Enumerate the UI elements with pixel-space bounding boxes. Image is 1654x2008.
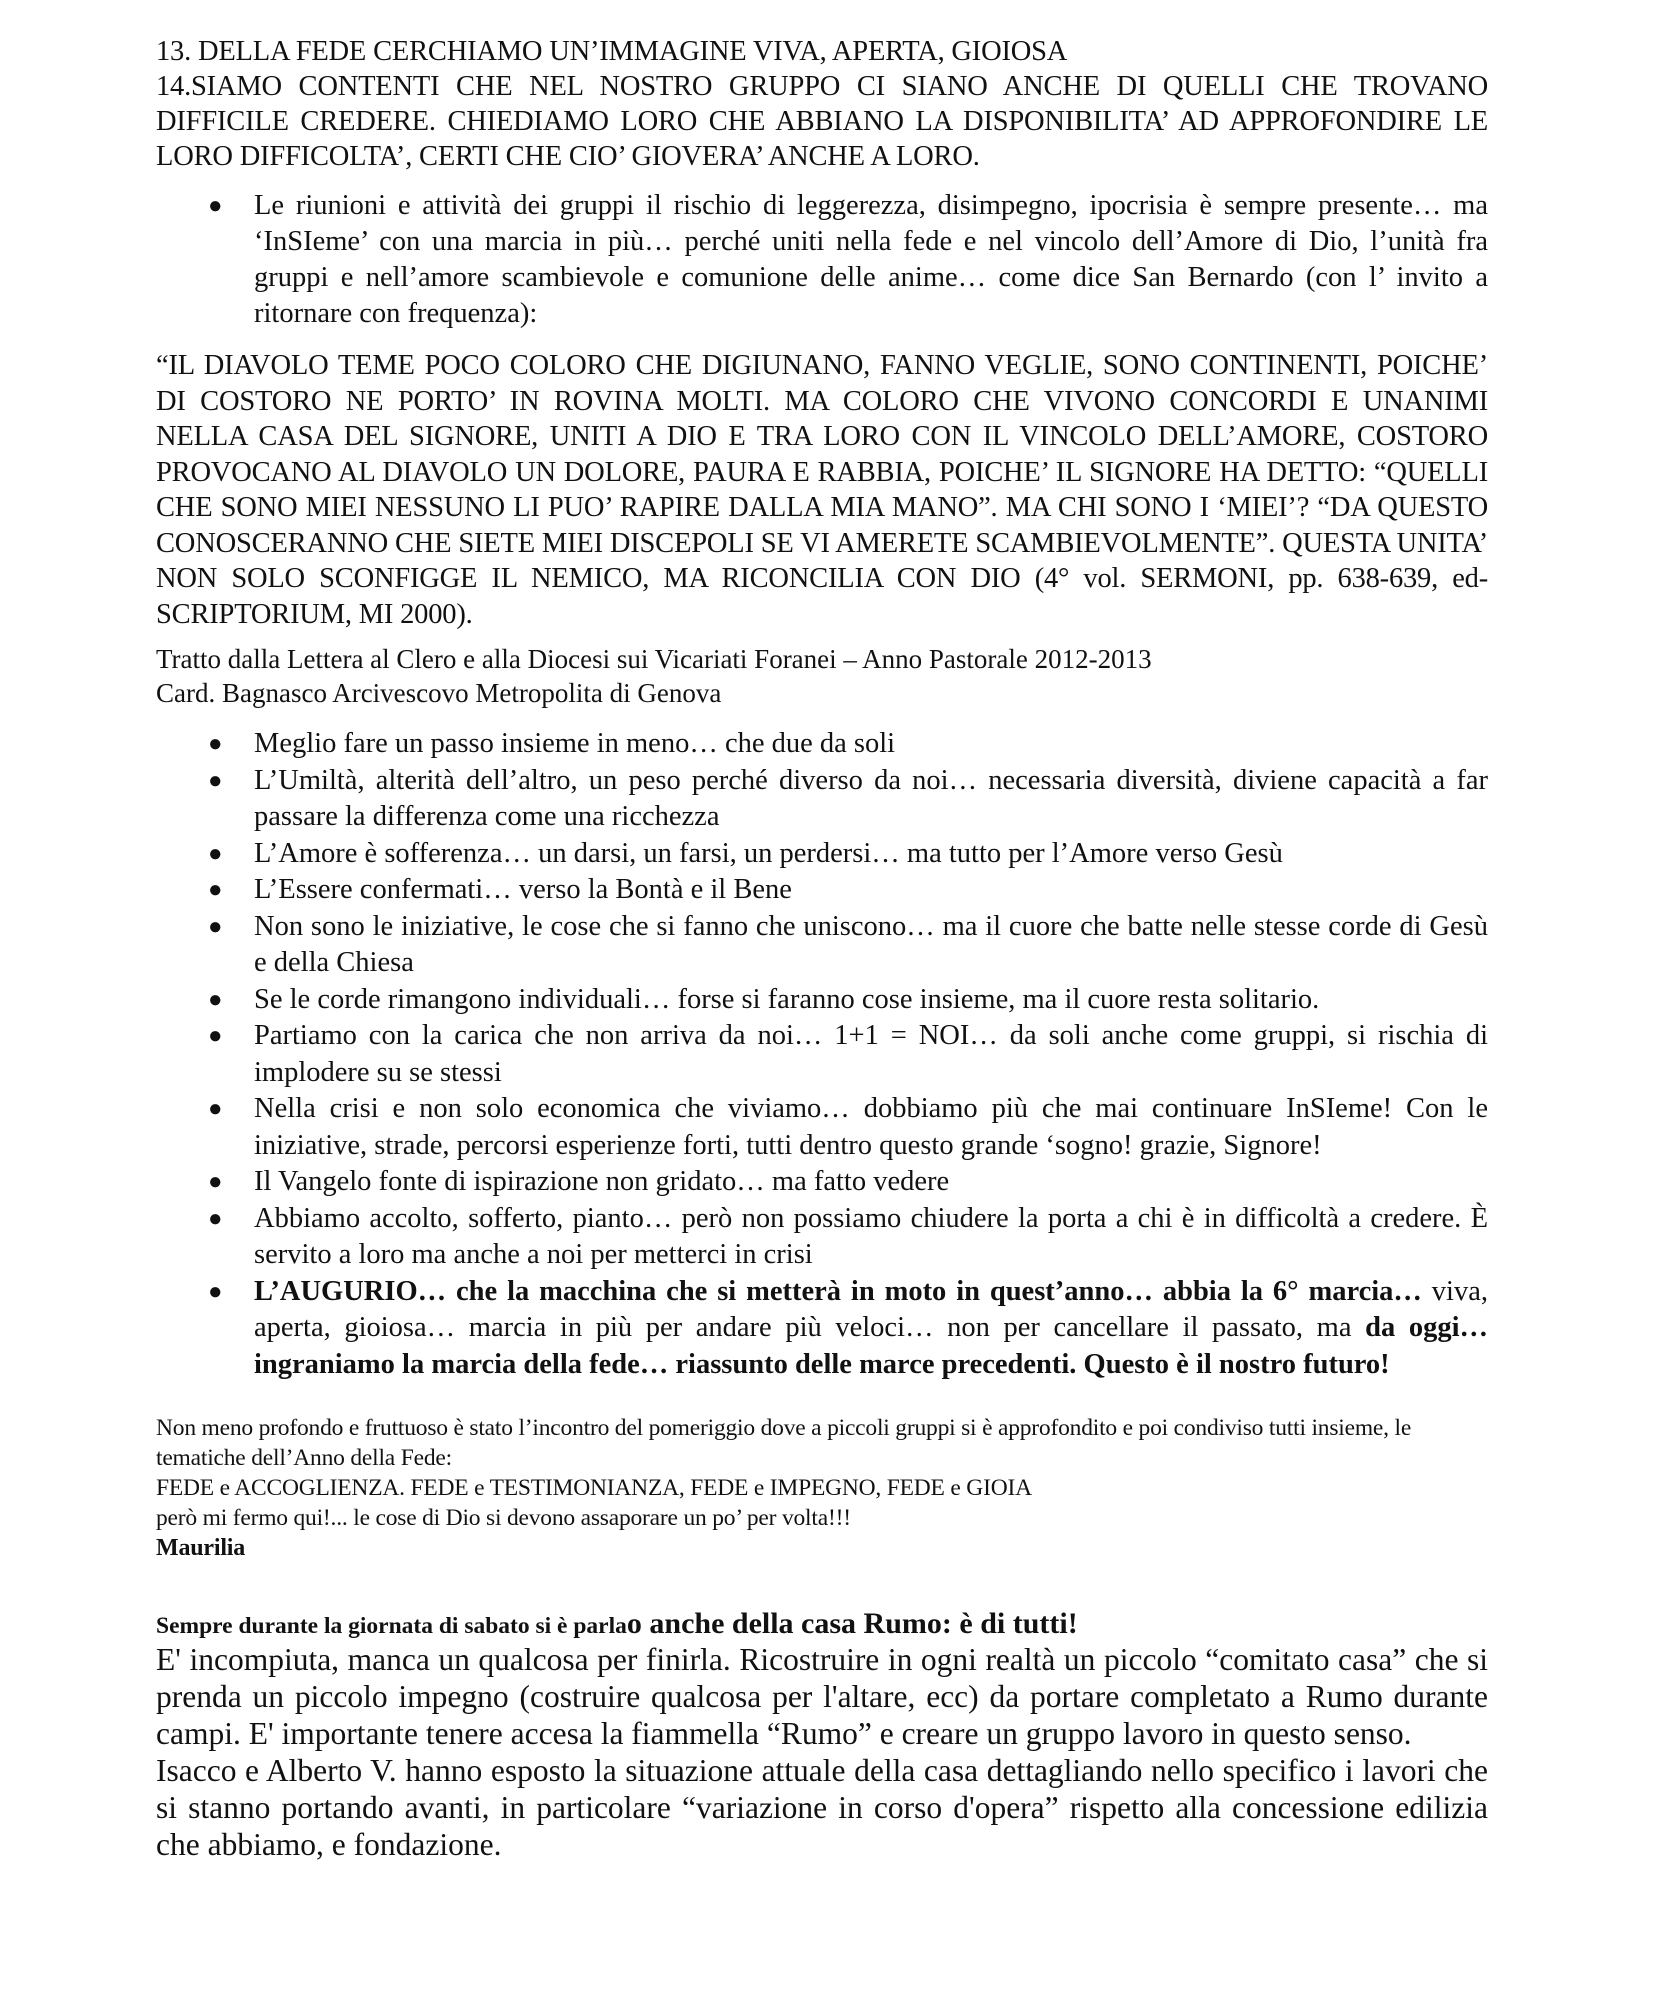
list-item [156, 982, 1488, 1019]
list-item [156, 909, 1488, 982]
rumo-heading-end: o anche della casa Rumo: è di tutti! [626, 1607, 1078, 1640]
bullet-icon: ● [208, 986, 223, 1013]
list-item [156, 1164, 1488, 1201]
list-item-augurio [156, 1274, 1488, 1384]
list-item-text: L’Umiltà, alterità dell’altro, un peso perché diverso da noi… necessaria diversità, diviene capacità a far passare la differenza come una ricchezza [254, 764, 1488, 832]
list-item [156, 726, 1488, 763]
list-item-text: Meglio fare un passo insieme in meno… che due da soli [254, 728, 896, 759]
point-13: 13. DELLA FEDE CERCHIAMO UN’IMMAGINE VIVA, APERTA, GIOIOSA [156, 36, 1068, 67]
list-item-text: Se le corde rimangono individuali… forse si faranno cose insieme, ma il cuore resta solitario. [254, 983, 1320, 1015]
bullet-icon: ● [208, 1278, 223, 1305]
signature: Maurilia [156, 1535, 246, 1561]
bullet-icon: ● [208, 1096, 223, 1122]
bullet-icon: ● [208, 840, 223, 867]
intro-points [156, 34, 1488, 174]
list-item [156, 188, 1488, 332]
intro-bullet-list [156, 188, 1488, 332]
bullet-icon: ● [208, 1169, 223, 1195]
bullet-icon: ● [208, 1023, 223, 1049]
bullet-icon: ● [208, 193, 223, 219]
bullet-icon: ● [208, 767, 223, 794]
document-page [156, 34, 1488, 1863]
rumo-heading [156, 1607, 1488, 1641]
list-item-text: Il Vangelo fonte di ispirazione non gridato… ma fatto vedere [254, 1166, 950, 1197]
list-item [156, 1018, 1488, 1091]
list-item-text: L’Amore è sofferenza… un darsi, un farsi, un perdersi… ma tutto per l’Amore verso Gesù [254, 837, 1283, 869]
rumo-paragraph-1: E' incompiuta, manca un qualcosa per finirla. Ricostruire in ogni realtà un piccolo “comitato casa” che si prenda un piccolo impegno (costruire qualcosa per l'altare, ecc) da portare completato a Rumo durante campi. E' importante tenere accesa la fiammella “Rumo” e creare un gruppo lavoro in questo senso. [156, 1642, 1488, 1751]
quote-source [156, 642, 1488, 710]
list-item [156, 1201, 1488, 1274]
list-item [156, 872, 1488, 909]
source-author: Card. Bagnasco Arcivescovo Metropolita di Genova [156, 678, 722, 708]
themes-line: FEDE e ACCOGLIENZA. FEDE e TESTIMONIANZA, FEDE e IMPEGNO, FEDE e GIOIA [156, 1475, 1032, 1501]
bullet-icon: ● [208, 731, 223, 757]
afternoon-text: Non meno profondo e fruttuoso è stato l’incontro del pomeriggio dove a piccoli gruppi si è approfondito e poi condiviso tutti insieme, le tematiche dell’Anno della Fede: [156, 1415, 1412, 1471]
augurio-bold-end: da oggi… ingraniamo la marcia della fede… riassunto delle marce precedenti. Questo è il nostro futuro! [254, 1312, 1488, 1380]
list-item-text: Nella crisi e non solo economica che viviamo… dobbiamo più che mai continuare InSIeme! Con le iniziative, strade, percorsi esperienze forti, tutti dentro questo grande ‘sogno! grazie, Signore! [254, 1093, 1488, 1161]
rumo-heading-start: Sempre durante la giornata di sabato si è parla [156, 1613, 627, 1639]
reflection-bullet-list [156, 726, 1488, 1383]
augurio-bold-start: L’AUGURIO… che la macchina che si metterà in moto in quest’anno… abbia la 6° marcia… [254, 1275, 1422, 1307]
list-item-text: Partiamo con la carica che non arriva da noi… 1+1 = NOI… da soli anche come gruppi, si rischia di implodere su se stessi [254, 1020, 1488, 1088]
san-bernardo-quote: “IL DIAVOLO TEME POCO COLORO CHE DIGIUNANO, FANNO VEGLIE, SONO CONTINENTI, POICHE’ DI COSTORO NE PORTO’ IN ROVINA MOLTI. MA COLORO CHE VIVONO CONCORDI E UNANIMI NELLA CASA DEL SIGNORE, UNITI A DIO E TRA LORO CON IL VINCOLO DELL’AMORE, COSTORO PROVOCANO AL DIAVOLO UN DOLORE, PAURA E RABBIA, POICHE’ IL SIGNORE HA DETTO: “QUELLI CHE SONO MIEI NESSUNO LI PUO’ RAPIRE DALLA MIA MANO”. MA CHI SONO I ‘MIEI’? “DA QUESTO CONOSCERANNO CHE SIETE MIEI DISCEPOLI SE VI AMERETE SCAMBIEVOLMENTE”. QUESTA UNITA’ NON SOLO SCONFIGGE IL NEMICO, MA RICONCILIA CON DIO (4° vol. SERMONI, pp. 638-639, ed- SCRIPTORIUM, MI 2000). [156, 350, 1488, 630]
afternoon-section [156, 1413, 1488, 1563]
bullet-icon: ● [208, 877, 223, 903]
list-item [156, 836, 1488, 873]
bullet-icon: ● [208, 1205, 223, 1232]
closing-line: però mi fermo qui!... le cose di Dio si devono assaporare un po’ per volta!!! [156, 1505, 851, 1531]
point-14: 14.SIAMO CONTENTI CHE NEL NOSTRO GRUPPO CI SIANO ANCHE DI QUELLI CHE TROVANO DIFFICILE CREDERE. CHIEDIAMO LORO CHE ABBIANO LA DISPONIBILITA’ AD APPROFONDIRE LE LORO DIFFICOLTA’, CERTI CHE CIO’ GIOVERA’ ANCHE A LORO. [156, 71, 1488, 172]
bullet-icon: ● [208, 913, 223, 940]
list-item-text: Le riunioni e attività dei gruppi il rischio di leggerezza, disimpegno, ipocrisia è sempre presente… ma ‘InSIeme’ con una marcia in più… perché uniti nella fede e nel vincolo dell’Amore di Dio, l’unità fra gruppi e nell’amore scambievole e comunione delle anime… come dice San Bernardo (con l’ invito a ritornare con frequenza): [254, 190, 1488, 329]
rumo-paragraph-2: Isacco e Alberto V. hanno esposto la situazione attuale della casa dettagliando nello specifico i lavori che si stanno portando avanti, in particolare “variazione in corso d'opera” rispetto alla concessione edilizia che abbiamo, e fondazione. [156, 1753, 1488, 1862]
list-item-text: L’Essere confermati… verso la Bontà e il Bene [254, 874, 792, 905]
list-item [156, 1091, 1488, 1164]
augurio-text: viva, aperta, gioiosa… marcia in più per andare più veloci… non per cancellare il passato, ma [254, 1275, 1488, 1343]
source-line: Tratto dalla Lettera al Clero e alla Diocesi sui Vicariati Foranei – Anno Pastorale 2012-2013 [156, 644, 1152, 674]
list-item [156, 763, 1488, 836]
list-item-text: Non sono le iniziative, le cose che si fanno che uniscono… ma il cuore che batte nelle stesse corde di Gesù e della Chiesa [254, 910, 1488, 978]
list-item-text: Abbiamo accolto, sofferto, pianto… però non possiamo chiudere la porta a chi è in difficoltà a credere. È servito a loro ma anche a noi per metterci in crisi [254, 1202, 1488, 1270]
